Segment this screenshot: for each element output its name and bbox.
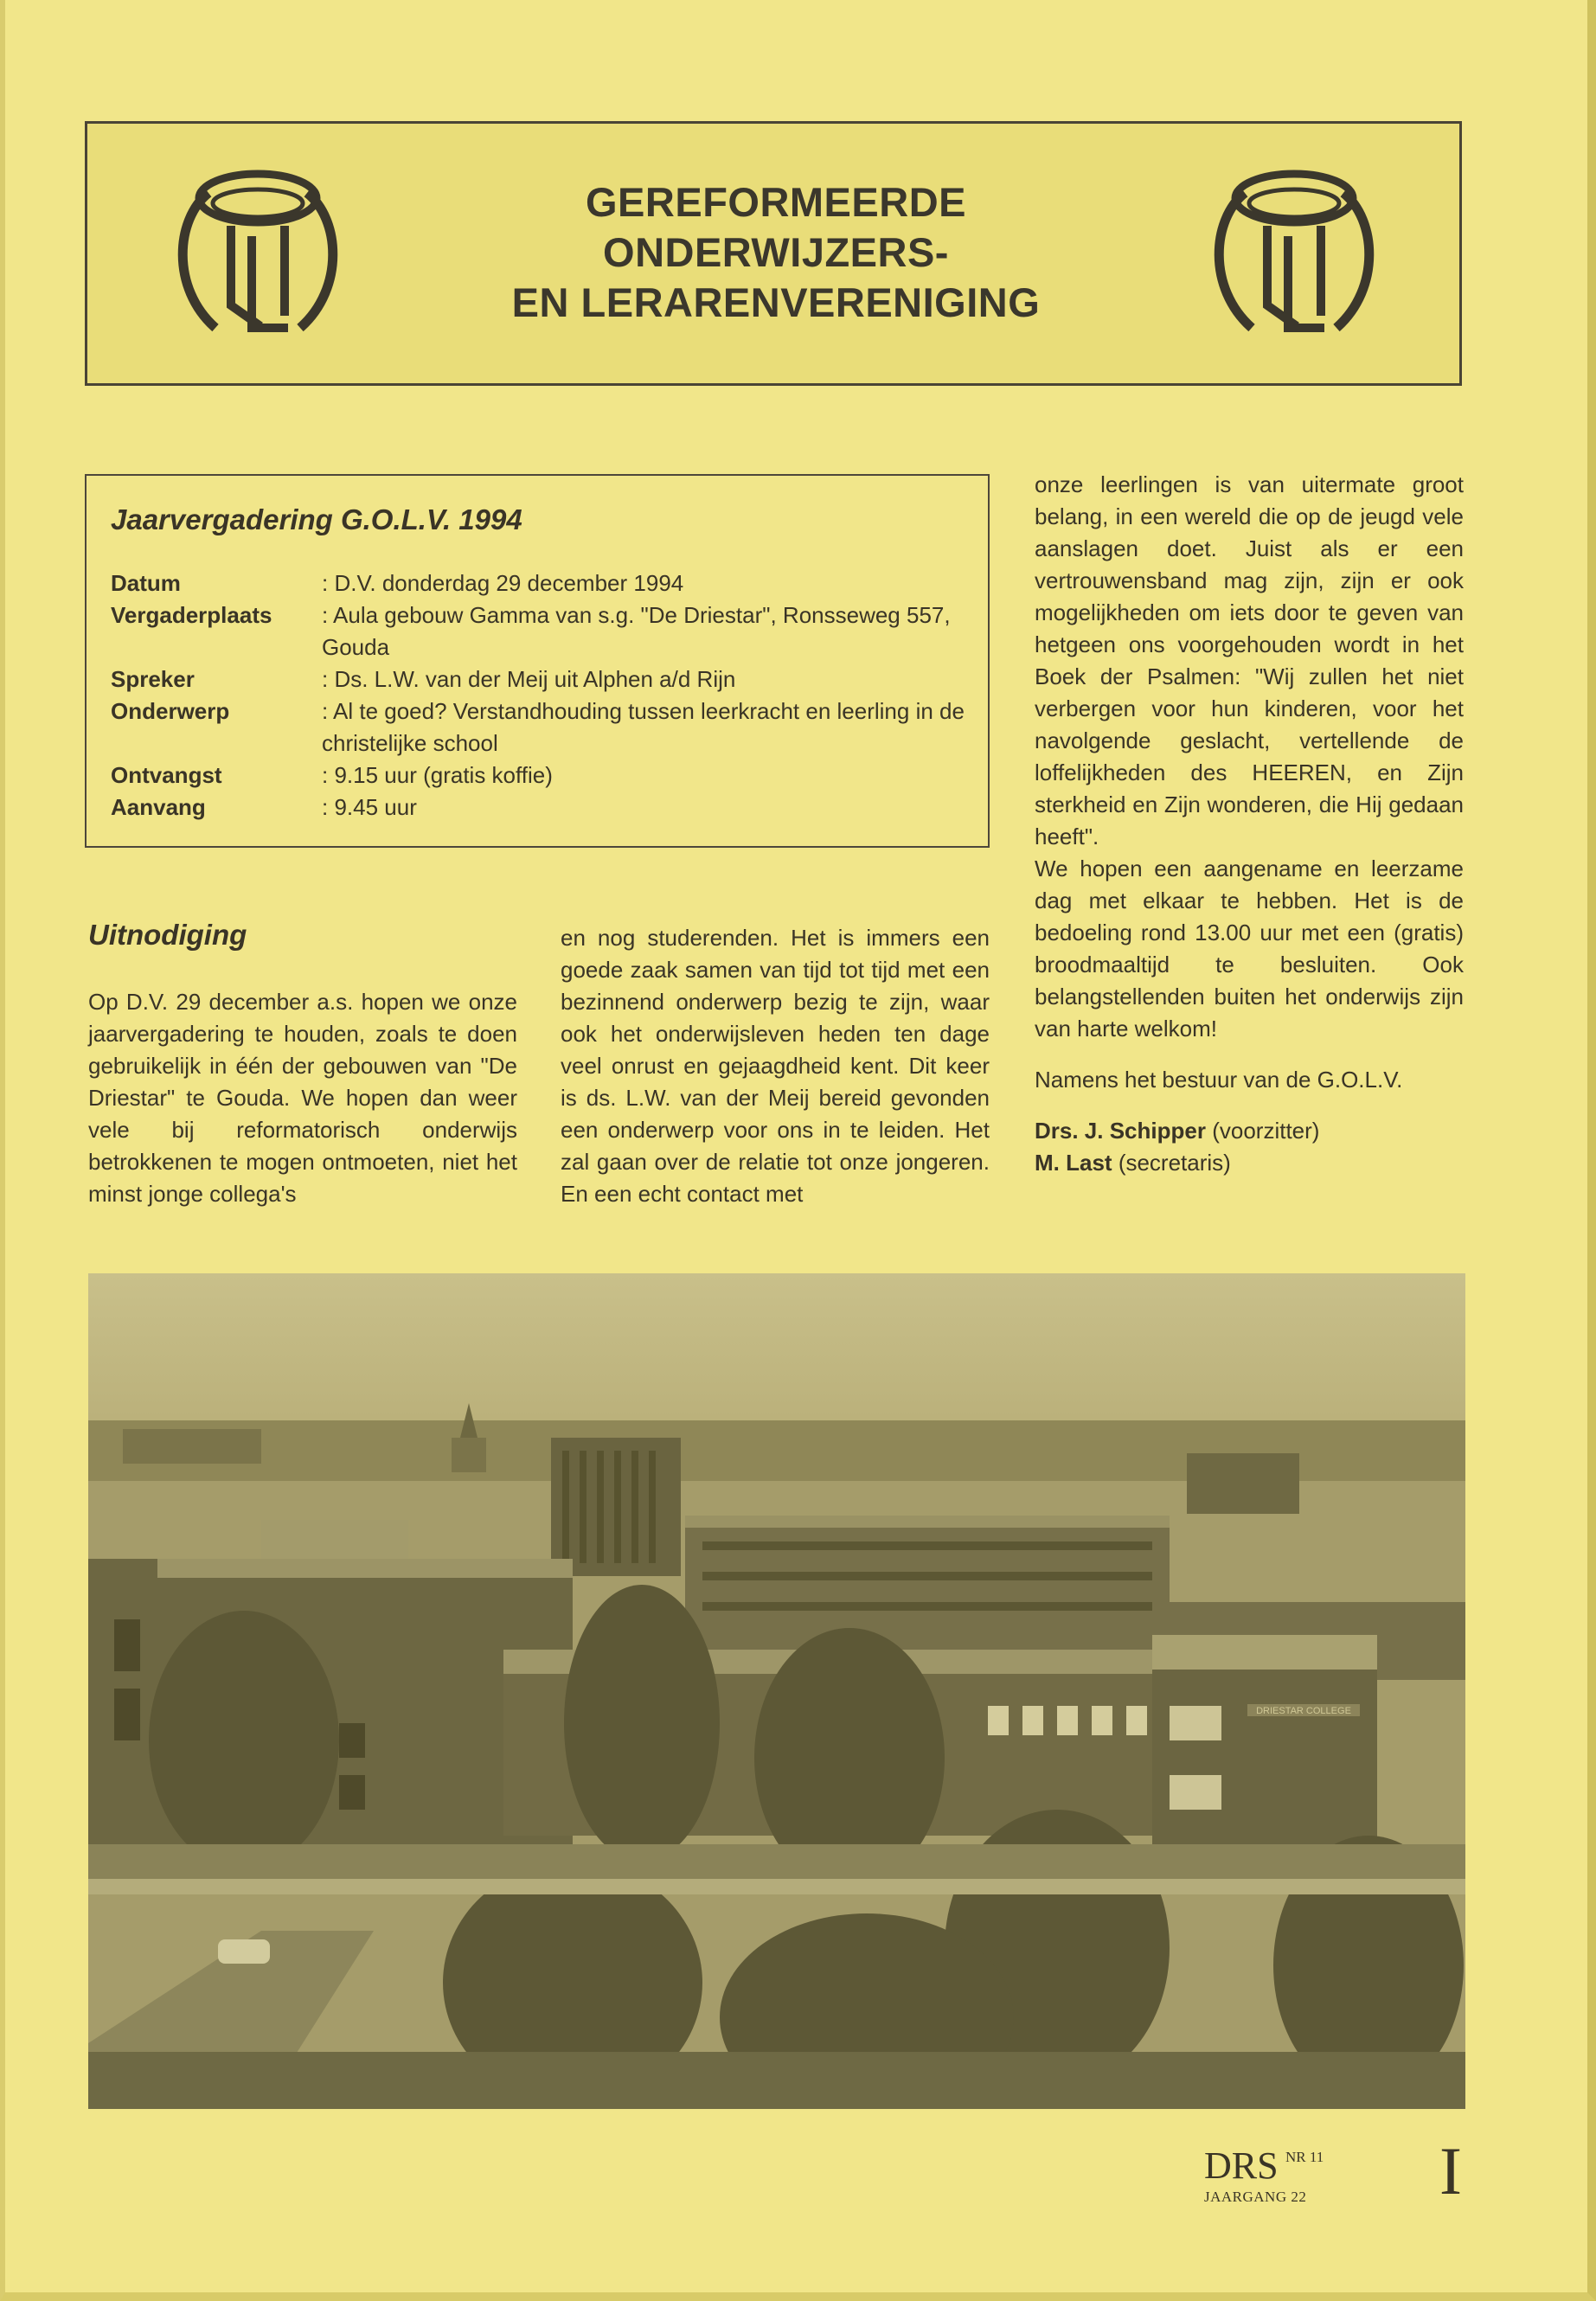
- detail-value: : Aula gebouw Gamma van s.g. "De Driestar", Ronsseweg 557, Gouda: [322, 602, 951, 660]
- meeting-info-box: [85, 474, 990, 848]
- article-column-3: [1035, 469, 1464, 1179]
- closing-line: Namens het bestuur van de G.O.L.V.: [1035, 1067, 1403, 1093]
- article-paragraph: onze leerlingen is van uitermate groot belang, in een wereld die op de jeugd vele aanslagen doet. Juist als er een vertrouwensband mag zijn, zijn er ook mogelijkheden om iets door te geven van hetgeen ons voorgehouden wordt in het Boek der Psalmen: "Wij zullen het niet verbergen voor hun kinderen, voor het navolgende geslacht, vertellende de loffelijkheden des HEEREN, en Zijn sterkheid en Zijn wonderen, die Hij gedaan heeft".: [1035, 471, 1464, 849]
- signatory-role: (voorzitter): [1212, 1118, 1320, 1144]
- detail-row: [111, 695, 976, 760]
- college-sign: DRIESTAR COLLEGE: [1256, 1706, 1351, 1716]
- detail-label: Spreker: [111, 666, 195, 692]
- header-banner: [85, 121, 1462, 386]
- volume-number: JAARGANG 22: [1204, 2189, 1307, 2205]
- detail-row: [111, 760, 976, 792]
- campus-photo-illustration: [88, 1273, 1465, 2109]
- golv-logo-icon: [1195, 158, 1394, 349]
- detail-row: [111, 567, 976, 599]
- detail-label: Vergaderplaats: [111, 602, 272, 628]
- article-paragraph: Op D.V. 29 december a.s. hopen we onze jaarvergadering te houden, zoals te doen gebruikelijk in één der gebouwen van "De Driestar" te Gouda. We hopen dan weer vele bij reformatorisch onderwijs betrokkenen te mogen ontmoeten, niet het minst jonge collega's: [88, 989, 517, 1207]
- detail-label: Ontvangst: [111, 762, 222, 788]
- article-column-2: [561, 922, 990, 1210]
- title-line: ONDERWIJZERS-: [603, 229, 949, 275]
- signatory: [1035, 1115, 1464, 1147]
- title-line: EN LERARENVERENIGING: [511, 279, 1041, 325]
- detail-value: : D.V. donderdag 29 december 1994: [322, 570, 684, 596]
- detail-value: : 9.45 uur: [322, 794, 417, 820]
- article-paragraph: en nog studerenden. Het is immers een goede zaak samen van tijd tot tijd met een bezinnend onderwerp bezig te zijn, waar ook het onderwijsleven heden ten dage veel onrust en gejaagdheid kent. Dit keer is ds. L.W. van der Meij bereid gevonden een onderwerp voor ons in te leiden. Het zal gaan over de relatie tot onze jongeren. En een echt contact met: [561, 925, 990, 1207]
- campus-photo: [88, 1273, 1465, 2109]
- detail-label: Aanvang: [111, 794, 206, 820]
- invitation-heading: Uitnodiging: [88, 919, 247, 951]
- detail-row: [111, 663, 976, 695]
- article-paragraph: We hopen een aangename en leerzame dag met elkaar te hebben. Het is de bedoeling rond 13.00 uur met een (gratis) broodmaaltijd te besluiten. Ook belangstellenden buiten het onderwijs zijn van harte welkom!: [1035, 856, 1464, 1042]
- golv-logo-icon: [158, 158, 357, 349]
- detail-row: [111, 599, 976, 663]
- detail-label: Datum: [111, 570, 181, 596]
- issue-number: NR 11: [1285, 2149, 1324, 2165]
- detail-label: Onderwerp: [111, 698, 230, 724]
- article-column-1: [88, 986, 517, 1210]
- detail-value: : Ds. L.W. van der Meij uit Alphen a/d Rijn: [322, 666, 736, 692]
- signatory-name: Drs. J. Schipper: [1035, 1118, 1206, 1144]
- magazine-name: DRS: [1204, 2144, 1279, 2187]
- meeting-title: Jaarvergadering G.O.L.V. 1994: [111, 503, 522, 535]
- detail-value: : 9.15 uur (gratis koffie): [322, 762, 553, 788]
- detail-value: : Al te goed? Verstandhouding tussen leerkracht en leerling in de christelijke school: [322, 698, 965, 756]
- page-number: I: [1439, 2133, 1462, 2208]
- signatory-role: (secretaris): [1118, 1150, 1231, 1176]
- detail-row: [111, 792, 976, 824]
- title-line: GEREFORMEERDE: [586, 179, 966, 225]
- meeting-details: [111, 567, 976, 824]
- signatory-name: M. Last: [1035, 1150, 1112, 1176]
- signatory: [1035, 1147, 1464, 1179]
- association-title: [347, 177, 1205, 328]
